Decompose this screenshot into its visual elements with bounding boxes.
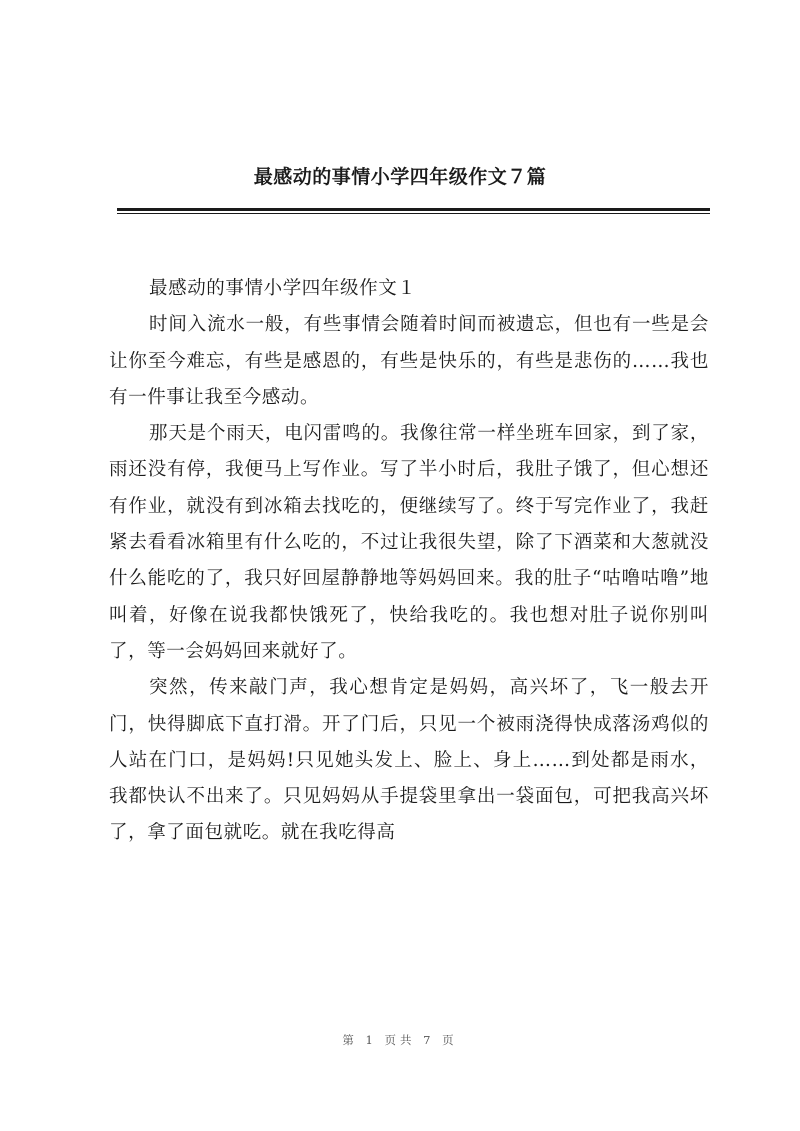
paragraph: 时间入流水一般，有些事情会随着时间而被遗忘，但也有一些是会让你至今难忘，有些是感恩的，有些是快乐的，有些是悲伤的……我也有一件事让我至今感动。 [109, 314, 709, 408]
paragraph: 那天是个雨天，电闪雷鸣的。我像往常一样坐班车回家，到了家，雨还没有停，我便马上写作业。写了半小时后，我肚子饿了，但心想还有作业，就没有到冰箱去找吃的，便继续写了。终于写完作业了，我赶紧去看看冰箱里有什么吃的，不过让我很失望，除了下酒菜和大葱就没什么能吃的了，我只好回屋静静地等妈妈回来。我的肚子“咕噜咕噜”地叫着，好像在说我都快饿死了，快给我吃的。我也想对肚子说你别叫了，等一会妈妈回来就好了。 [109, 423, 709, 662]
section-heading: 最感动的事情小学四年级作文１ [149, 278, 417, 299]
title-underline-thick [117, 208, 710, 211]
paragraph: 突然，传来敲门声，我心想肯定是妈妈，高兴坏了，飞一般去开门，快得脚底下直打滑。开了门后，只见一个被雨浇得快成落汤鸡似的人站在门口，是妈妈!只见她头发上、脸上、身上……到处都是雨水，我都快认不出来了。只见妈妈从手提袋里拿出一袋面包，可把我高兴坏了，拿了面包就吃。就在我吃得高 [109, 677, 709, 844]
title-underline-thin [117, 213, 710, 214]
page-footer: 第 1 页共 7 页 [342, 1033, 458, 1047]
document-title: 最感动的事情小学四年级作文７篇 [253, 166, 547, 188]
document-body [109, 271, 709, 852]
